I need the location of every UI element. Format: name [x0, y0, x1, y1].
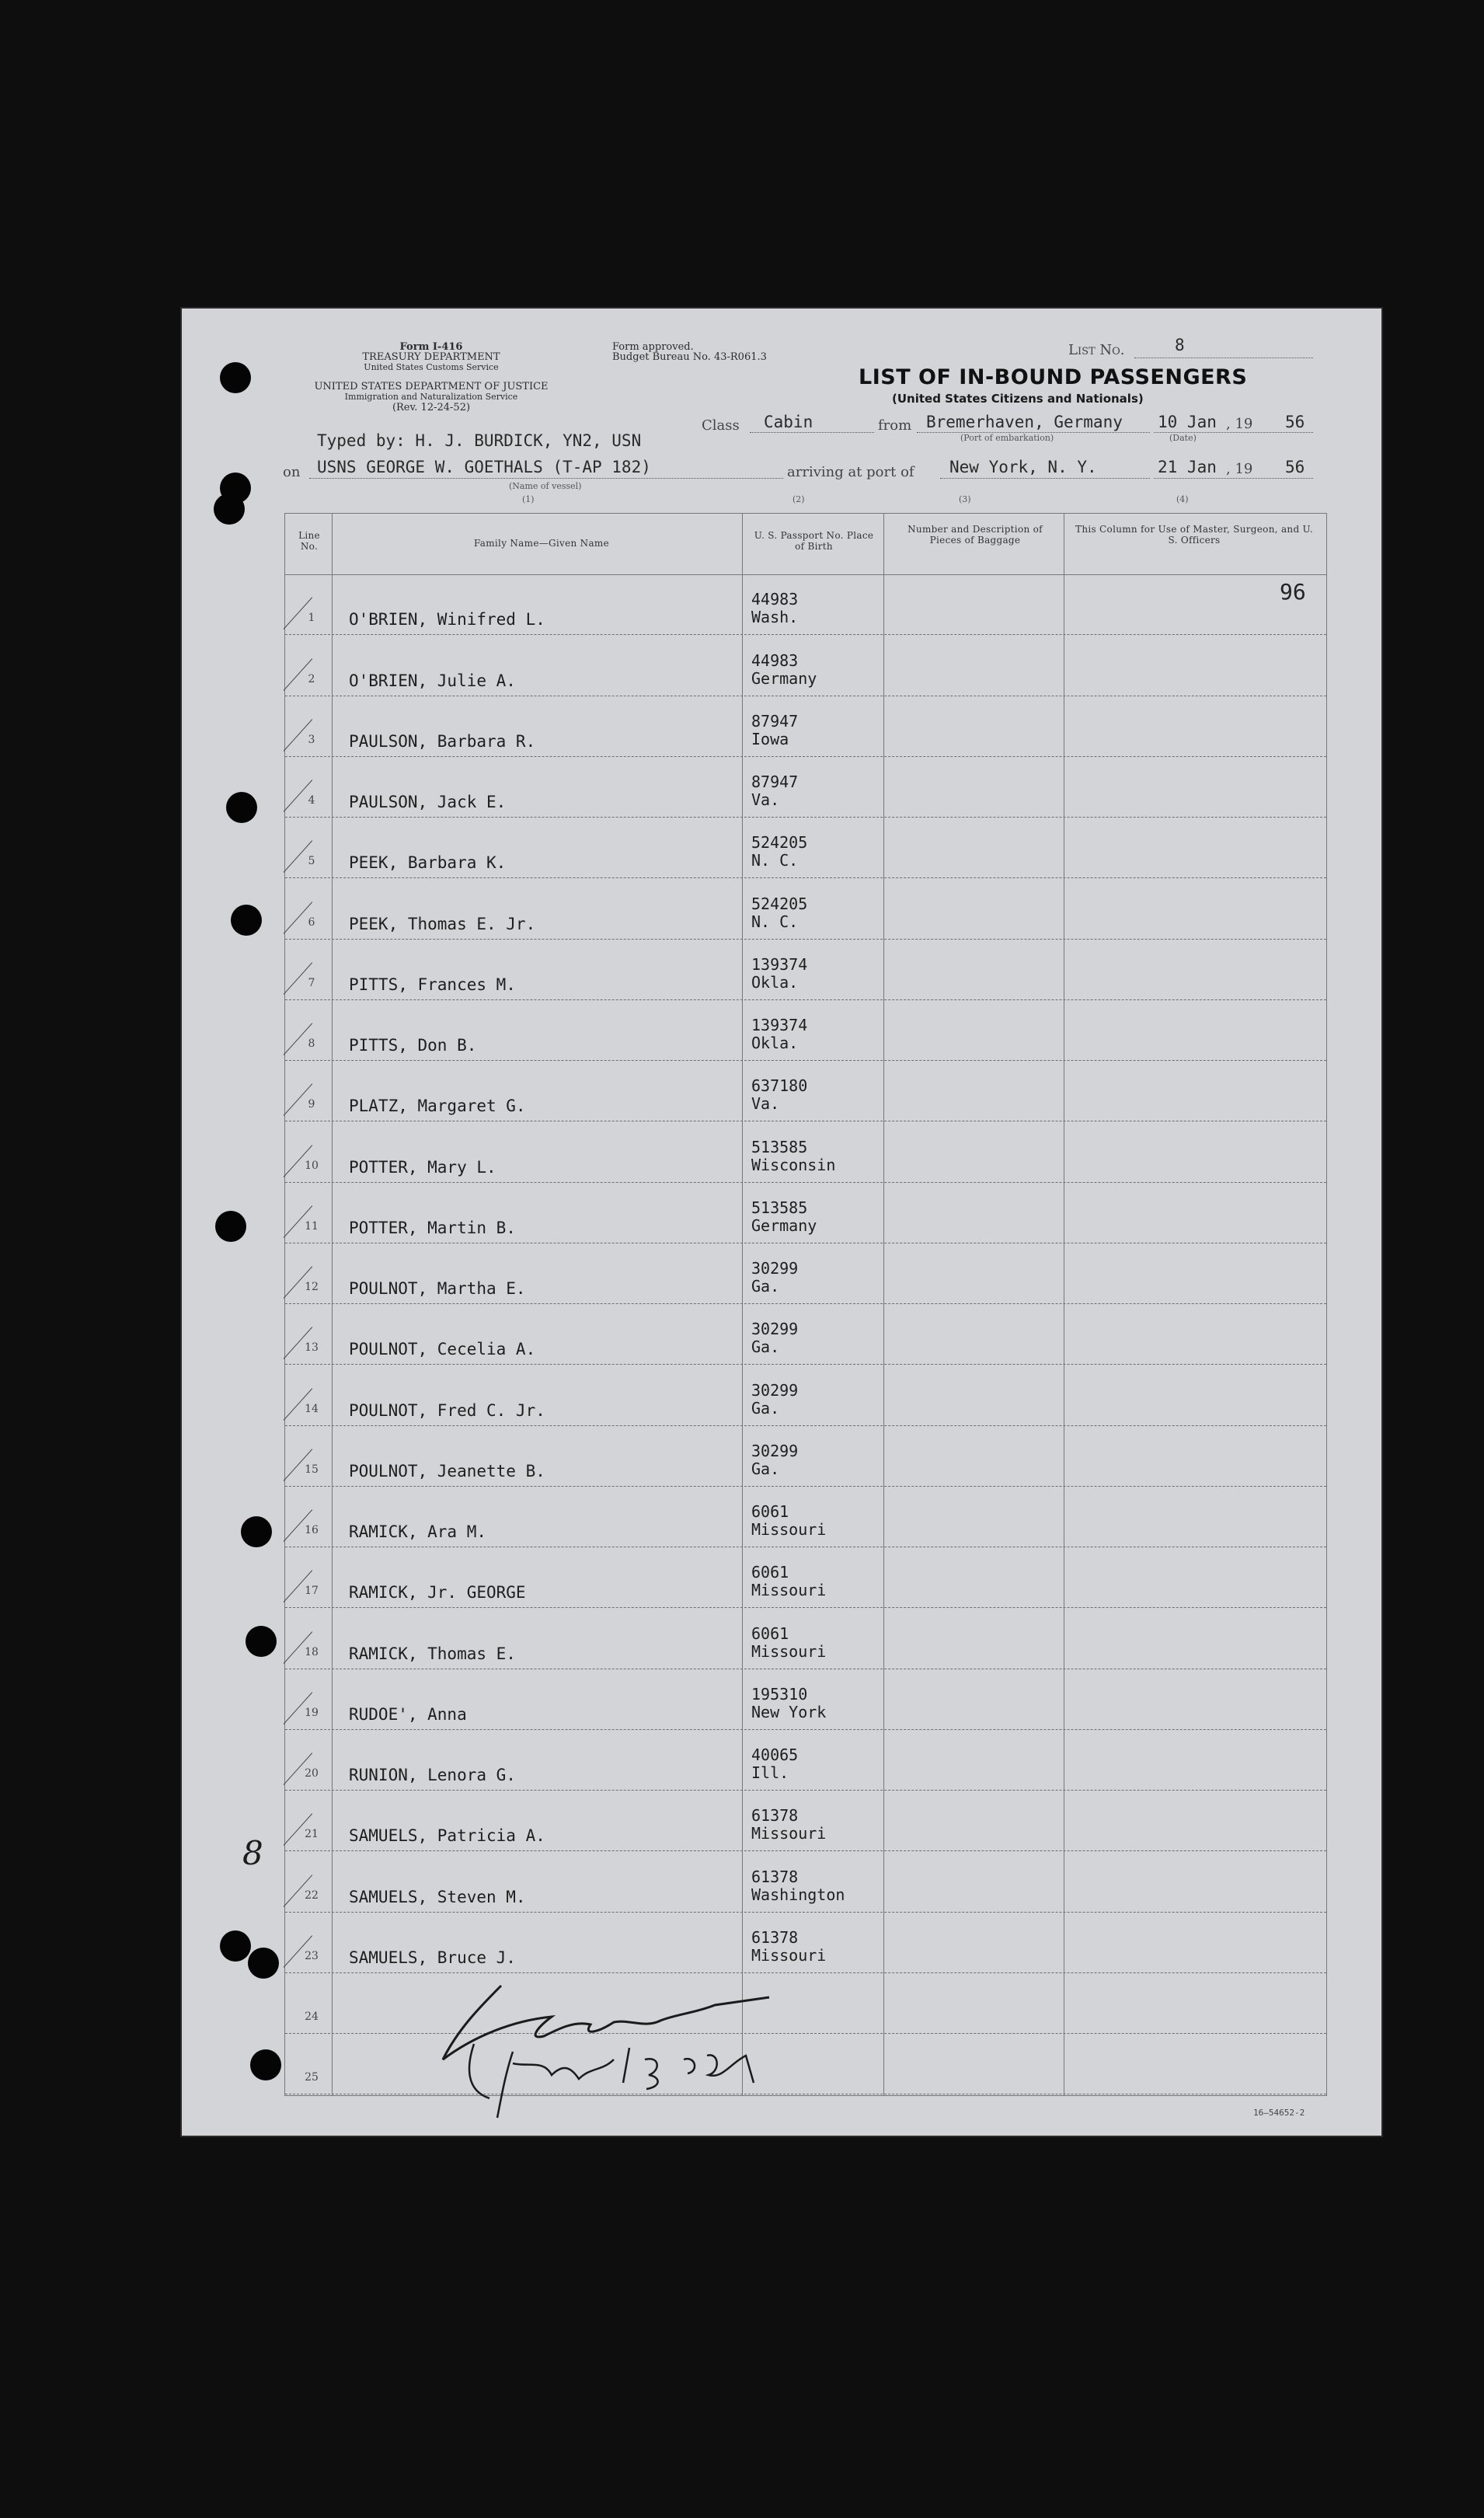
passport-number: 61378	[751, 1867, 799, 1886]
place-of-birth: Washington	[751, 1885, 845, 1904]
table-row	[285, 1487, 1326, 1547]
punch-hole	[215, 1211, 246, 1242]
passport-number: 637180	[751, 1076, 808, 1096]
place-of-birth: Ga.	[751, 1277, 780, 1296]
passport-number: 30299	[751, 1259, 799, 1278]
place-of-birth: Va.	[751, 1094, 780, 1114]
line-number: 23	[305, 1949, 319, 1962]
justice-dept: UNITED STATES DEPARTMENT OF JUSTICE	[314, 381, 549, 392]
punch-hole	[220, 362, 251, 393]
passenger-name: PLATZ, Margaret G.	[349, 1097, 526, 1116]
line-number: 14	[305, 1402, 319, 1415]
passport-number: 61378	[751, 1927, 799, 1947]
line-number: 16	[305, 1524, 319, 1536]
table-row	[285, 940, 1326, 1000]
passenger-name: RAMICK, Jr. GEORGE	[349, 1583, 526, 1603]
margin-note: 8	[242, 1834, 263, 1872]
place-of-birth: Okla.	[751, 1034, 799, 1052]
passport-number: 513585	[751, 1137, 808, 1156]
from-label: from	[878, 417, 912, 434]
place-of-birth: Okla.	[751, 972, 799, 992]
from-value: Bremerhaven, Germany	[926, 413, 1123, 431]
table-row	[285, 1547, 1326, 1608]
line-number: 6	[308, 915, 315, 929]
table-row	[285, 1183, 1326, 1243]
arrival-year-prefix: , 19	[1226, 461, 1253, 477]
line-number: 17	[305, 1585, 319, 1598]
table-row	[285, 818, 1326, 878]
list-no-line	[1134, 357, 1313, 358]
passenger-name: SAMUELS, Steven M.	[349, 1887, 526, 1906]
line-number: 10	[305, 1159, 319, 1172]
table-row	[285, 1851, 1326, 1912]
line-number: 1	[308, 612, 315, 625]
page-title: LIST OF IN-BOUND PASSENGERS	[859, 365, 1248, 389]
table-row	[285, 1061, 1326, 1121]
table-row	[285, 1791, 1326, 1851]
table-row	[285, 1730, 1326, 1791]
line-number: 19	[305, 1706, 319, 1719]
place-of-birth: Ga.	[751, 1459, 780, 1478]
budget-bureau: Budget Bureau No. 43-R061.3	[612, 351, 767, 363]
col-caption-3: (3)	[959, 494, 971, 504]
departure-year-prefix: , 19	[1226, 416, 1253, 432]
from-caption: (Port of embarkation)	[960, 433, 1054, 443]
col-caption-4: (4)	[1176, 494, 1189, 504]
table-row	[285, 696, 1326, 757]
passenger-name: PEEK, Barbara K.	[349, 853, 507, 873]
place-of-birth: Germany	[751, 1215, 817, 1235]
ins-service: Immigration and Naturalization Service	[344, 392, 518, 402]
passport-number: 6061	[751, 1502, 789, 1521]
class-value: Cabin	[764, 413, 813, 431]
passenger-name: POULNOT, Cecelia A.	[349, 1340, 536, 1359]
passenger-name: POTTER, Martin B.	[349, 1218, 516, 1237]
line-number: 2	[308, 672, 315, 685]
passport-number: 44983	[751, 650, 799, 670]
form-approved: Form approved.	[612, 341, 694, 353]
vessel-caption: (Name of vessel)	[509, 481, 582, 491]
punch-hole	[220, 1930, 251, 1962]
table-row	[285, 1000, 1326, 1061]
passport-number: 139374	[751, 954, 808, 974]
class-line	[750, 432, 874, 433]
place-of-birth: Missouri	[751, 1581, 827, 1600]
passport-number: 139374	[751, 1016, 808, 1034]
header-baggage: Number and Description of Pieces of Baggage	[907, 524, 1043, 546]
punch-hole	[214, 493, 245, 525]
passenger-name: O'BRIEN, Julie A.	[349, 671, 516, 690]
line-number: 13	[305, 1341, 319, 1355]
line-number: 8	[308, 1038, 315, 1050]
passport-number: 513585	[751, 1198, 808, 1217]
line-number: 9	[308, 1098, 315, 1111]
passport-number: 87947	[751, 711, 799, 731]
punch-hole	[246, 1626, 277, 1657]
passenger-name: PAULSON, Jack E.	[349, 793, 507, 811]
arrival-port: New York, N. Y.	[949, 458, 1097, 476]
line-number: 20	[305, 1767, 319, 1780]
page-number: 96	[1280, 579, 1306, 605]
place-of-birth: Missouri	[751, 1945, 827, 1965]
table-row	[285, 1243, 1326, 1304]
form-number: Form I-416	[399, 341, 463, 353]
line-number: 25	[305, 2071, 319, 2084]
table-row	[285, 757, 1326, 818]
on-label: on	[283, 464, 301, 480]
table-row	[285, 1608, 1326, 1669]
line-number: 21	[305, 1828, 319, 1841]
page-subtitle: (United States Citizens and Nationals)	[892, 392, 1144, 406]
table-row	[285, 1913, 1326, 1973]
arriving-label: arriving at port of	[787, 464, 914, 480]
passenger-name: POULNOT, Jeanette B.	[349, 1461, 545, 1480]
passport-number: 30299	[751, 1380, 799, 1400]
table-row	[285, 1365, 1326, 1425]
col-caption-2: (2)	[793, 494, 805, 504]
punch-hole	[241, 1516, 272, 1547]
passport-number: 524205	[751, 894, 808, 913]
passenger-name: RAMICK, Ara M.	[349, 1522, 487, 1541]
passport-number: 524205	[751, 833, 808, 853]
place-of-birth: Va.	[751, 790, 780, 809]
departure-year: 56	[1285, 413, 1305, 431]
table-row	[285, 635, 1326, 696]
punch-hole	[226, 792, 257, 823]
place-of-birth: Ill.	[751, 1763, 789, 1782]
arrival-date: 21 Jan	[1158, 458, 1217, 476]
passenger-name: PEEK, Thomas E. Jr.	[349, 914, 536, 933]
line-number: 7	[308, 976, 315, 989]
passenger-name: O'BRIEN, Winifred L.	[349, 610, 545, 630]
passenger-name: POTTER, Mary L.	[349, 1157, 496, 1177]
passenger-name: PITTS, Don B.	[349, 1036, 477, 1055]
line-number: 22	[305, 1888, 319, 1902]
line-number: 24	[305, 2011, 319, 2023]
place-of-birth: N. C.	[751, 912, 799, 931]
vessel-line	[309, 478, 783, 479]
passenger-name: PITTS, Frances M.	[349, 975, 516, 994]
passport-number: 195310	[751, 1684, 808, 1704]
punch-hole	[248, 1948, 279, 1979]
place-of-birth: Iowa	[751, 729, 789, 748]
passenger-name: RUNION, Lenora G.	[349, 1766, 516, 1784]
line-number: 18	[305, 1645, 319, 1658]
table-row	[285, 1121, 1326, 1182]
arrival-date-line	[1154, 478, 1313, 479]
passport-number: 6061	[751, 1623, 789, 1643]
officer-signature	[427, 1974, 785, 2122]
place-of-birth: Missouri	[751, 1520, 827, 1539]
place-of-birth: Missouri	[751, 1641, 827, 1661]
punch-hole	[231, 905, 262, 936]
arrival-year: 56	[1285, 458, 1305, 476]
passenger-name: POULNOT, Fred C. Jr.	[349, 1400, 545, 1420]
line-number: 15	[305, 1463, 319, 1476]
place-of-birth: Wash.	[751, 608, 799, 627]
header-officers: This Column for Use of Master, Surgeon, and U. S. Officers	[1075, 524, 1313, 546]
header-passport: U. S. Passport No. Place of Birth	[754, 530, 874, 552]
place-of-birth: Missouri	[751, 1824, 827, 1843]
passport-number: 40065	[751, 1746, 799, 1764]
table-row	[285, 574, 1326, 635]
table-row	[285, 1426, 1326, 1487]
table-row	[285, 1669, 1326, 1730]
passenger-name: PAULSON, Barbara R.	[349, 731, 536, 751]
passport-number: 87947	[751, 772, 799, 791]
passenger-name: SAMUELS, Bruce J.	[349, 1948, 516, 1967]
class-label: Class	[702, 417, 740, 434]
table-row	[285, 1304, 1326, 1365]
departure-date: 10 Jan	[1158, 413, 1217, 431]
punch-hole	[250, 2049, 281, 2080]
passport-number: 6061	[751, 1563, 789, 1582]
place-of-birth: N. C.	[751, 851, 799, 870]
passenger-name: SAMUELS, Patricia A.	[349, 1826, 545, 1846]
passenger-name: RAMICK, Thomas E.	[349, 1644, 516, 1663]
passport-number: 30299	[751, 1441, 799, 1460]
line-number: 3	[308, 733, 315, 746]
footer-code: 16—54652-2	[1253, 2108, 1305, 2118]
passenger-name: RUDOE', Anna	[349, 1704, 467, 1724]
place-of-birth: Germany	[751, 668, 817, 688]
passport-number: 44983	[751, 590, 799, 609]
typed-by: Typed by: H. J. BURDICK, YN2, USN	[317, 431, 642, 450]
treasury-dept: TREASURY DEPARTMENT	[362, 351, 500, 363]
revision-date: (Rev. 12-24-52)	[392, 402, 471, 413]
header-name: Family Name—Given Name	[473, 538, 610, 549]
place-of-birth: Ga.	[751, 1337, 780, 1357]
place-of-birth: Wisconsin	[751, 1155, 836, 1174]
port-line	[940, 478, 1150, 479]
date-caption: (Date)	[1169, 433, 1197, 443]
header-line-no: Line No.	[298, 530, 320, 552]
list-no-value: 8	[1175, 336, 1185, 354]
passenger-name: POULNOT, Martha E.	[349, 1279, 526, 1298]
table-row	[285, 878, 1326, 939]
place-of-birth: Ga.	[751, 1398, 780, 1418]
passport-number: 30299	[751, 1320, 799, 1339]
line-number: 4	[308, 794, 315, 807]
passenger-table	[284, 513, 1327, 2096]
line-number: 11	[305, 1219, 319, 1233]
col-caption-1: (1)	[522, 494, 535, 504]
place-of-birth: New York	[751, 1702, 827, 1721]
line-number: 12	[305, 1281, 319, 1293]
passport-number: 61378	[751, 1806, 799, 1826]
vessel-name: USNS GEORGE W. GOETHALS (T-AP 182)	[317, 458, 651, 476]
line-number: 5	[308, 855, 315, 868]
customs-service: United States Customs Service	[364, 362, 499, 372]
list-no-label: List No.	[1068, 342, 1125, 358]
